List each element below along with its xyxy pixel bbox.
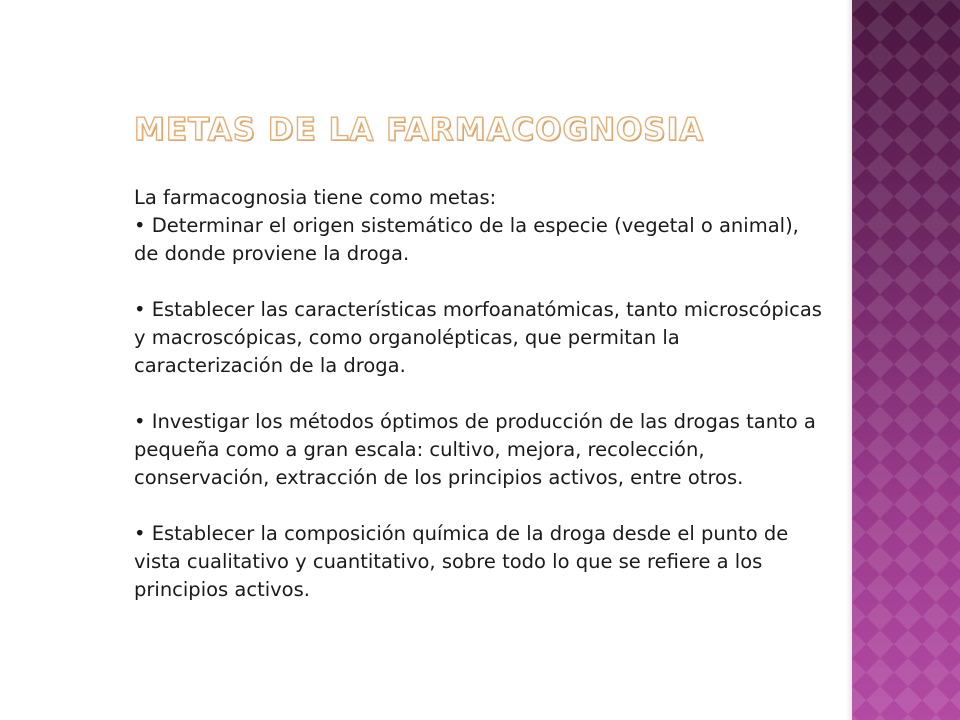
decorative-side-band — [852, 0, 960, 720]
bullet-origin: • Determinar el origen sistemático de la especie (vegetal o animal), de donde proviene la droga. — [134, 214, 799, 265]
slide-body — [134, 184, 824, 604]
bullet-composition: • Establecer la composición química de la droga desde el punto de vista cualitativo y cuantitativo, sobre todo lo que se refiere a los principios activos. — [134, 522, 789, 601]
bullet-production: • Investigar los métodos óptimos de producción de las drogas tanto a pequeña como a gran escala: cultivo, mejora, recolección, conservación, extracción de los principios activos, entre otros. — [134, 410, 816, 489]
spacer — [134, 380, 824, 408]
slide-title: METAS DE LA FARMACOGNOSIA — [134, 112, 705, 148]
bullet-characteristics: • Establecer las características morfoanatómicas, tanto microscópicas y macroscópicas, como organolépticas, que permitan la caracterización de la droga. — [134, 298, 822, 377]
spacer — [134, 492, 824, 520]
spacer — [134, 268, 824, 296]
intro-text: La farmacognosia tiene como metas: — [134, 186, 497, 209]
